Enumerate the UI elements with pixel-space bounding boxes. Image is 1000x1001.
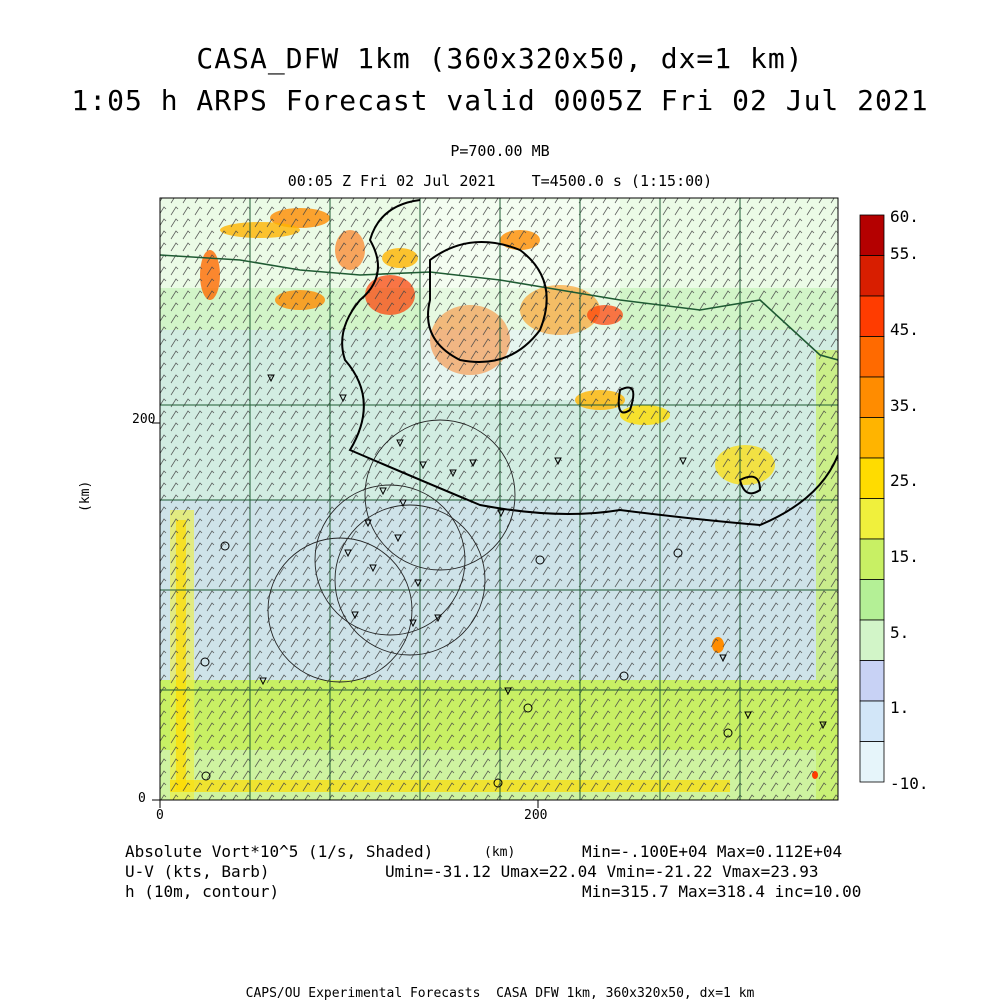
colorbar-label: 1. (890, 698, 910, 717)
colorbar-swatch (860, 701, 884, 742)
footer-credit: CAPS/OU Experimental Forecasts CASA DFW 1km, 360x320x50, dx=1 km (245, 986, 755, 1001)
pressure-level: P=700.00 MB (450, 142, 550, 160)
legend-field-wind: U-V (kts, Barb) (125, 862, 270, 881)
colorbar-label: 55. (890, 244, 919, 263)
colorbar-swatch (860, 337, 884, 378)
x-axis-label: (km) (484, 845, 516, 860)
valid-time: 00:05 Z Fri 02 Jul 2021 T=4500.0 s (1:15:00) (287, 172, 713, 190)
legend-field-height: h (10m, contour) (125, 882, 280, 901)
colorbar-label: 45. (890, 320, 919, 339)
map-title: CASA_DFW 1km (360x320x50, dx=1 km) (196, 42, 804, 75)
x-tick-200: 200 (524, 808, 548, 823)
colorbar-swatch (860, 215, 884, 256)
legend-field-vorticity: Absolute Vort*10^5 (1/s, Shaded) (125, 842, 434, 861)
colorbar-swatch (860, 418, 884, 459)
legend-range-vorticity: Min=-.100E+04 Max=0.112E+04 (582, 842, 843, 861)
y-tick-0: 0 (138, 791, 146, 806)
colorbar-swatch (860, 580, 884, 621)
colorbar-label: 35. (890, 396, 919, 415)
map-subtitle: 1:05 h ARPS Forecast valid 0005Z Fri 02 Jul 2021 (71, 84, 929, 117)
y-axis-label: (km) (78, 480, 93, 512)
colorbar (860, 215, 884, 782)
colorbar-swatch (860, 458, 884, 499)
colorbar-swatch (860, 377, 884, 418)
colorbar-swatch (860, 742, 884, 783)
colorbar-swatch (860, 256, 884, 297)
y-tick-200: 200 (132, 412, 156, 427)
colorbar-swatch (860, 499, 884, 540)
colorbar-swatch (860, 620, 884, 661)
colorbar-swatch (860, 539, 884, 580)
colorbar-label: 5. (890, 623, 910, 642)
colorbar-label: 25. (890, 471, 919, 490)
colorbar-label: 60. (890, 207, 919, 226)
legend-range-wind: Umin=-31.12 Umax=22.04 Vmin=-21.22 Vmax=23.93 (385, 862, 819, 881)
colorbar-label: -10. (890, 774, 929, 793)
x-tick-0: 0 (156, 808, 164, 823)
colorbar-swatch (860, 661, 884, 702)
colorbar-label: 15. (890, 547, 919, 566)
map-field (160, 198, 838, 800)
colorbar-swatch (860, 296, 884, 337)
legend-range-height: Min=315.7 Max=318.4 inc=10.00 (582, 882, 862, 901)
